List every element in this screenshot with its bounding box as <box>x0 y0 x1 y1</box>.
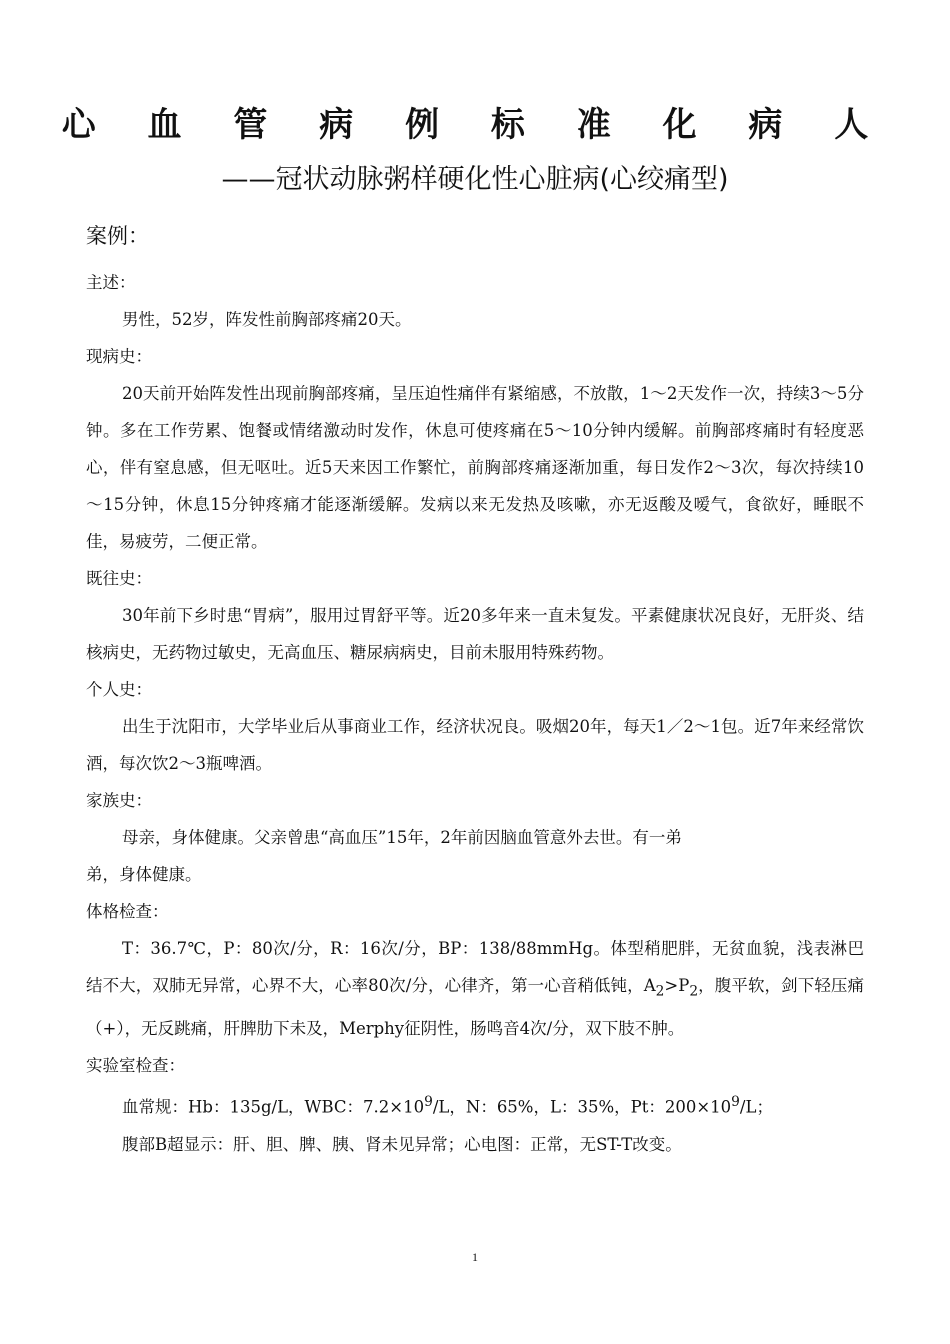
p2-letter: P <box>678 976 690 995</box>
physical-exam-heading: 体格检查： <box>86 902 169 921</box>
document-title: 心 血 管 病 例 标 准 化 病 人 <box>61 105 889 145</box>
past-history-heading: 既往史： <box>86 569 152 588</box>
a2-letter: A <box>643 976 656 995</box>
physical-exam-text <box>86 930 864 1047</box>
family-history-text-line1: 母亲，身体健康。父亲曾患“高血压”15年，2年前因脑血管意外去世。有一弟 <box>122 828 682 847</box>
a2-subscript: 2 <box>655 983 665 1000</box>
personal-history-text: 出生于沈阳市，大学毕业后从事商业工作，经济状况良。吸烟20年，每天1／2～1包。近7年来经常饮酒，每次饮2～3瓶啤酒。 <box>86 717 864 773</box>
physical-exam-text-after: ，腹平软，剑下轻压痛（+），无反跳痛，肝脾肋下未及，Merphy征阴性，肠鸣音4次/分，双下肢不肿。 <box>86 976 865 1039</box>
blood-routine-text <box>86 1084 864 1126</box>
chief-complaint-heading: 主述： <box>86 273 136 292</box>
blood-routine-after: /L； <box>739 1097 773 1117</box>
document-subtitle: ——冠状动脉粥样硬化性心脏病(心绞痛型) <box>221 164 729 195</box>
heart-sound-comparator: > <box>664 976 679 995</box>
blood-routine-exponent-2: 9 <box>731 1094 740 1111</box>
p2-subscript: 2 <box>689 983 699 1000</box>
present-illness-heading: 现病史： <box>86 347 152 366</box>
past-history-text: 30年前下乡时患“胃病”，服用过胃舒平等。近20多年来一直未复发。平素健康状况良好，无肝炎、结核病史，无药物过敏史，无高血压、糖尿病病史，目前未服用特殊药物。 <box>86 606 864 662</box>
present-illness-text: 20天前开始阵发性出现前胸部疼痛，呈压迫性痛伴有紧缩感，不放散，1～2天发作一次，持续3～5分钟。多在工作劳累、饱餐或情绪激动时发作，休息可使疼痛在5～10分钟内缓解。前胸部疼痛时有轻度恶心，伴有窒息感，但无呕吐。近5天来因工作繁忙，前胸部疼痛逐渐加重，每日发作2～3次，每次持续10～15分钟，休息15分钟疼痛才能逐渐缓解。发病以来无发热及咳嗽，亦无返酸及嗳气，食欲好，睡眠不佳，易疲劳，二便正常。 <box>86 384 864 551</box>
case-content <box>86 264 864 1163</box>
chief-complaint-text: 男性，52岁，阵发性前胸部疼痛20天。 <box>122 310 412 329</box>
case-label: 案例： <box>86 224 149 248</box>
personal-history-heading: 个人史： <box>86 680 152 699</box>
physical-exam-text-before: T：36.7℃，P：80次/分，R：16次/分，BP：138/88mmHg。体型稍肥胖，无贫血貌，浅表淋巴结不大，双肺无异常，心界不大，心率80次/分，心律齐，第一心音稍低钝， <box>86 939 864 995</box>
blood-routine-mid: /L，N：65%，L：35%，Pt：200×10 <box>432 1097 732 1117</box>
blood-routine-before: 血常规：Hb：135g/L，WBC：7.2×10 <box>122 1097 425 1117</box>
imaging-ecg-text: 腹部B超显示：肝、胆、脾、胰、肾未见异常；心电图：正常，无ST-T改变。 <box>122 1134 682 1154</box>
blood-routine-exponent-1: 9 <box>424 1094 433 1111</box>
family-history-heading: 家族史： <box>86 791 152 810</box>
family-history-text-line2: 弟，身体健康。 <box>86 865 202 884</box>
page-number: 1 <box>472 1250 478 1264</box>
lab-exam-heading: 实验室检查： <box>86 1056 185 1076</box>
